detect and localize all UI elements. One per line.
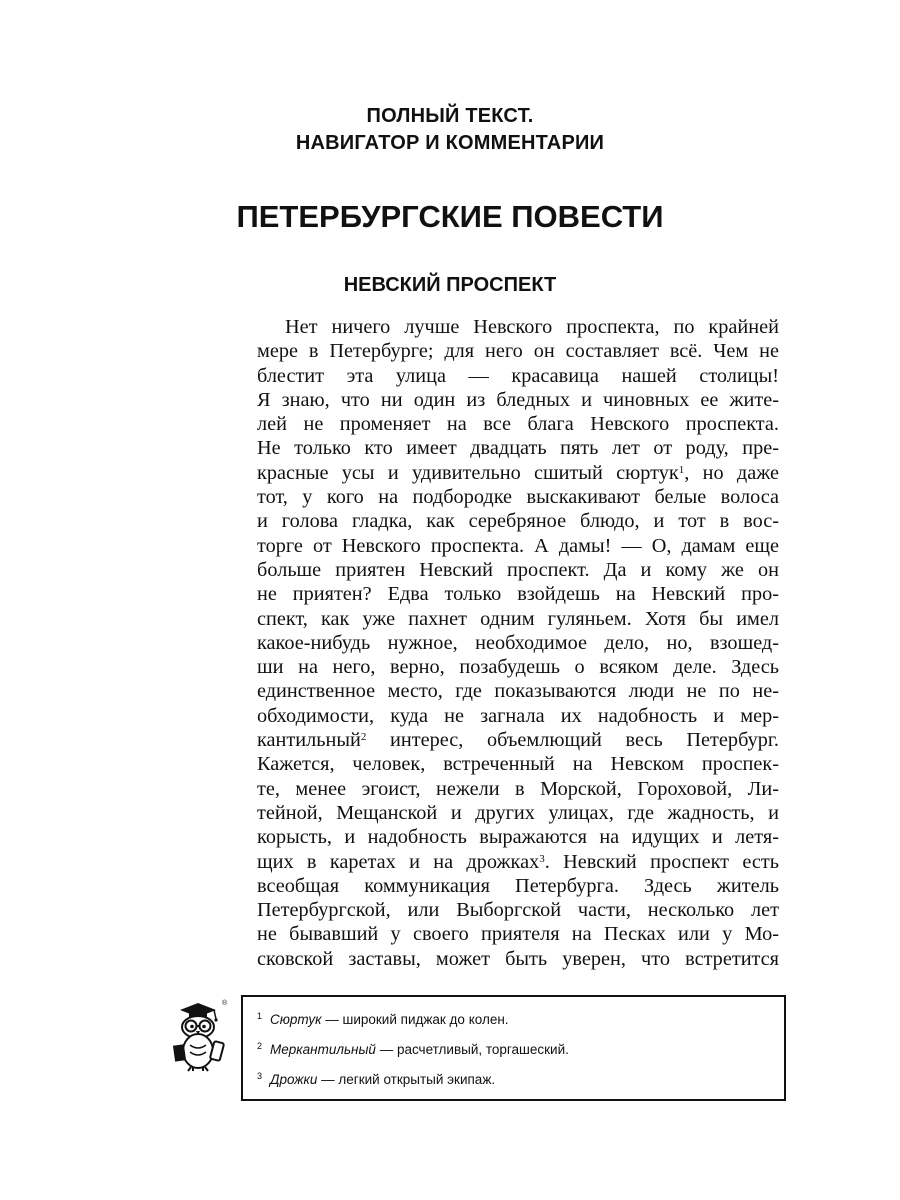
series-header-line-2: НАВИГАТОР И КОММЕНТАРИИ bbox=[295, 132, 605, 154]
owl-scholar-icon bbox=[160, 995, 238, 1073]
text-line: лей не променяет на все блага Невского проспекта. bbox=[257, 413, 779, 436]
footnote-number: 1 bbox=[257, 1011, 263, 1021]
text-line: Нет ничего лучше Невского проспекта, по крайней bbox=[285, 316, 779, 338]
text-line: Я знаю, что ни один из бледных и чиновных ее жите- bbox=[257, 388, 779, 411]
text-line: не приятен? Едва только взойдешь на Невский про- bbox=[257, 583, 779, 606]
text-segment: , но даже bbox=[684, 461, 779, 484]
text-line: не бывавший у своего приятеля на Песках или у Мо- bbox=[257, 923, 779, 946]
text-line: те, менее эгоист, нежели в Морской, Гороховой, Ли- bbox=[257, 777, 779, 800]
footnotes-box bbox=[241, 995, 786, 1101]
text-line: Петербургской, или Выборгской части, несколько лет bbox=[257, 899, 779, 922]
text-line: ши на него, верно, позабудешь о всяком деле. Здесь bbox=[257, 656, 779, 679]
text-segment: . Невский проспект есть bbox=[544, 850, 779, 873]
footnote-ref[interactable]: 2 bbox=[360, 731, 367, 744]
book-title: ПЕТЕРБУРГСКИЕ ПОВЕСТИ bbox=[236, 199, 664, 234]
footnote-term: Сюртук bbox=[270, 1012, 322, 1027]
text-line: мере в Петербурге; для него он составляет всё. Чем не bbox=[257, 340, 779, 363]
registered-mark: ® bbox=[222, 1000, 228, 1007]
footnote-ref[interactable]: 3 bbox=[539, 852, 545, 865]
footnote-term: Меркантильный bbox=[270, 1042, 376, 1057]
text-line: больше приятен Невский проспект. Да и кому же он bbox=[257, 558, 779, 581]
chapter-title: НЕВСКИЙ ПРОСПЕКТ bbox=[343, 274, 557, 296]
text-line: обходимости, куда не загнала их надобность и мер- bbox=[257, 704, 779, 727]
text-line: и голова гладка, как серебряное блюдо, и тот в вос- bbox=[257, 510, 779, 533]
text-line: сковской заставы, может быть уверен, что встретится bbox=[257, 947, 779, 970]
text-line bbox=[257, 461, 779, 485]
footnote-ref[interactable]: 1 bbox=[678, 463, 685, 476]
text-segment: красные усы и удивительно сшитый сюртук bbox=[257, 461, 679, 484]
text-line: Не только кто имеет двадцать пять лет от роду, пре- bbox=[257, 437, 779, 460]
text-line: корысть, и надобность выражаются на идущих и летя- bbox=[257, 826, 779, 849]
text-line bbox=[257, 850, 779, 874]
text-segment: щих в каретах и на дрожках bbox=[257, 850, 540, 873]
footnote bbox=[257, 1071, 495, 1087]
series-header-line-1: ПОЛНЫЙ ТЕКСТ. bbox=[366, 105, 534, 127]
owl-scholar-icon bbox=[160, 995, 238, 1073]
footnote bbox=[257, 1041, 569, 1057]
text-line: Кажется, человек, встреченный на Невском проспек- bbox=[257, 753, 779, 776]
text-line: блестит эта улица — красавица нашей столицы! bbox=[257, 364, 779, 387]
footnote-definition: — легкий открытый экипаж. bbox=[317, 1072, 496, 1087]
series-header bbox=[0, 103, 900, 157]
text-line: всеобщая коммуникация Петербурга. Здесь житель bbox=[257, 874, 779, 897]
footnote-term: Дрожки bbox=[270, 1072, 318, 1087]
text-line: тейной, Мещанской и других улицах, где жадность, и bbox=[257, 801, 779, 824]
footnote bbox=[257, 1011, 509, 1027]
footnote-definition: — расчетливый, торгашеский. bbox=[375, 1042, 569, 1057]
footnote-number: 3 bbox=[257, 1071, 263, 1081]
body-text bbox=[257, 315, 779, 971]
text-segment: интерес, объемлющий весь Петербург. bbox=[366, 729, 779, 752]
text-line: торге от Невского проспекта. А дамы! — О, дамам еще bbox=[257, 534, 779, 557]
text-line: единственное место, где показываются люди не по не- bbox=[257, 680, 779, 703]
footnote-definition: — широкий пиджак до колен. bbox=[321, 1012, 509, 1027]
footnote-number: 2 bbox=[257, 1041, 263, 1051]
text-segment: кантильный bbox=[257, 729, 361, 752]
text-line: тот, у кого на подбородке выскакивают белые волоса bbox=[257, 486, 779, 509]
text-line bbox=[257, 728, 779, 752]
text-line: спект, как уже пахнет одним гуляньем. Хотя бы имел bbox=[257, 607, 779, 630]
text-line: какое-нибудь нужное, необходимое дело, но, взошед- bbox=[257, 631, 779, 654]
